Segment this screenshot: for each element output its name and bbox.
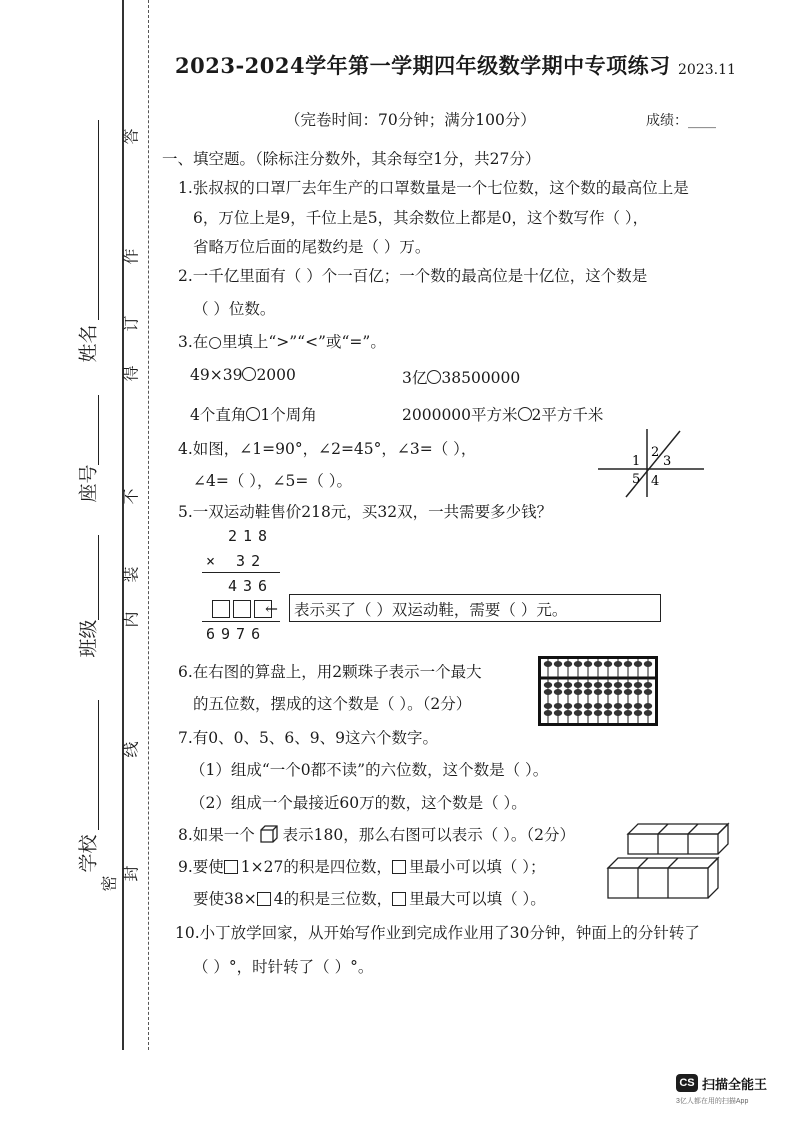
q5-annotation-box: [289, 594, 661, 622]
abacus-bead: [564, 703, 572, 709]
q9-l1-b: 1×27的积是四位数，: [240, 858, 392, 876]
angle-label: 1: [632, 454, 641, 469]
compare-circle[interactable]: [242, 367, 256, 381]
q7-line3: （2）组成一个最接近60万的数，这个数是（ ）。: [190, 794, 527, 812]
abacus-bead: [604, 710, 612, 716]
q5-annotation-text: 表示买了（ ）双运动鞋，需要（ ）元。: [294, 601, 568, 619]
score-label: 成绩：____: [646, 113, 716, 129]
seal-char: 得: [121, 365, 141, 382]
abacus-bead: [574, 710, 582, 716]
abacus-bead: [594, 689, 602, 695]
abacus-bead: [624, 682, 632, 688]
abacus-bead: [644, 710, 652, 716]
calc-row-1: 218: [228, 527, 274, 545]
q6-line2: 的五位数，摆成的这个数是（ ）。（2分）: [193, 695, 472, 713]
q1-line2: 6，万位上是9，千位上是5，其余数位上都是0，这个数写作（ ），: [193, 209, 649, 227]
abacus-bead: [614, 703, 622, 709]
abacus-bead: [624, 689, 632, 695]
section-heading: 一、填空题。（除标注分数外，其余每空1分，共27分）: [162, 150, 541, 168]
seal-char: 作: [121, 248, 141, 265]
q10-line2: （ ）°，时针转了（ ）°。: [193, 958, 374, 976]
abacus-bead: [644, 661, 652, 667]
abacus-bead: [584, 661, 592, 667]
angle-label: 3: [663, 454, 672, 469]
q1-line3: 省略万位后面的尾数约是（ ）万。: [193, 238, 431, 256]
digit-box[interactable]: [233, 600, 251, 618]
binding-line-inner: [148, 0, 149, 1050]
abacus-bead: [554, 710, 562, 716]
q9-l2-c: 里最大可以填（ ）。: [409, 890, 546, 908]
abacus-bead: [624, 661, 632, 667]
q4-line2: ∠4=（ ），∠5=（ ）。: [193, 472, 353, 490]
scanner-tagline: 3亿人都在用的扫描App: [676, 1098, 749, 1105]
q3-d-left: 2000000平方米: [402, 406, 518, 424]
abacus-bead: [544, 703, 552, 709]
digit-box[interactable]: [224, 860, 238, 874]
q10-line1: 10.小丁放学回家，从开始写作业到完成作业用了30分钟，钟面上的分针转了: [175, 924, 700, 942]
calc-rule-2: [202, 621, 280, 622]
field-school-label: 学校: [77, 834, 100, 873]
abacus-bead: [604, 689, 612, 695]
cube-stack-figure: [606, 822, 736, 902]
q3-item-b: [402, 366, 520, 388]
scanner-badge: [676, 1074, 698, 1092]
q3-d-right: 2平方千米: [531, 406, 604, 424]
abacus-bead: [614, 682, 622, 688]
abacus-bead: [574, 703, 582, 709]
exam-subtitle: （完卷时间：70分钟；满分100分）: [285, 111, 536, 129]
abacus-bead: [624, 703, 632, 709]
seal-char: 订: [121, 315, 141, 332]
q3-b-left: 3亿: [402, 369, 428, 387]
abacus-bead: [544, 682, 552, 688]
q8-text-a: 8.如果一个: [178, 826, 255, 844]
exam-date: 2023.11: [678, 62, 736, 78]
abacus-bead: [644, 689, 652, 695]
calc-rule-1: [202, 572, 280, 573]
abacus-bead: [614, 710, 622, 716]
calc-row-2: × 32: [206, 552, 267, 570]
abacus-bead: [594, 703, 602, 709]
field-name-label: 姓名: [77, 324, 100, 363]
abacus-bead: [564, 689, 572, 695]
digit-box[interactable]: [257, 892, 271, 906]
abacus-bead: [604, 682, 612, 688]
abacus-bead: [644, 682, 652, 688]
abacus-bead: [574, 689, 582, 695]
abacus-bead: [554, 689, 562, 695]
q9-line2: [193, 887, 546, 909]
scanner-app-name: 扫描全能王: [702, 1077, 768, 1092]
digit-box: [392, 860, 406, 874]
abacus-bead: [544, 710, 552, 716]
abacus-bead: [584, 703, 592, 709]
abacus-bead: [614, 689, 622, 695]
abacus-bead: [574, 661, 582, 667]
q7-line2: （1）组成“一个0都不读”的六位数，这个数是（ ）。: [190, 761, 549, 779]
abacus-bead: [564, 682, 572, 688]
q3-a-right: 2000: [256, 366, 296, 384]
q9-l2-a: 要使38×: [193, 890, 257, 908]
q3-b-right: 38500000: [441, 369, 521, 387]
q7-line1: 7.有0、0、5、6、9、9这六个数字。: [178, 729, 438, 747]
abacus-bead: [604, 661, 612, 667]
field-seat-label: 座号: [77, 464, 100, 503]
calc-row-4: 6976: [206, 625, 267, 643]
angle-label: 4: [651, 474, 660, 489]
scanner-badge-text: CS: [679, 1077, 695, 1089]
abacus-bead: [604, 703, 612, 709]
q9-l1-c: 里最小可以填（ ）；: [408, 858, 546, 876]
q3-item-c: [190, 403, 317, 425]
q6-line1: 6.在右图的算盘上，用2颗珠子表示一个最大: [178, 663, 482, 681]
digit-box: [392, 892, 406, 906]
abacus-bead: [554, 682, 562, 688]
q9-l2-b: 4的积是三位数，: [273, 890, 393, 908]
abacus-bead: [544, 689, 552, 695]
seal-char: 答: [121, 128, 141, 145]
q8-line: [178, 823, 575, 845]
field-seat-line: [98, 395, 99, 465]
compare-circle[interactable]: [518, 407, 532, 421]
q3-line1: 3.在○里填上“>”“<”或“=”。: [178, 333, 386, 351]
compare-circle[interactable]: [427, 370, 441, 384]
field-class-label: 班级: [77, 619, 100, 658]
calc-row-3: 436: [228, 577, 274, 595]
abacus-bead: [634, 689, 642, 695]
seal-char: 线: [121, 741, 141, 758]
abacus-bead: [554, 703, 562, 709]
abacus-bead: [544, 661, 552, 667]
abacus-bead: [554, 661, 562, 667]
abacus-bead: [614, 661, 622, 667]
q5-line1: 5.一双运动鞋售价218元，买32双，一共需要多少钱？: [178, 503, 553, 521]
q2-line2: （ ）位数。: [193, 300, 276, 318]
seal-char: 密: [99, 875, 119, 892]
field-name-line: [98, 120, 99, 320]
abacus-bead: [644, 703, 652, 709]
compare-circle[interactable]: [246, 407, 260, 421]
abacus-bead: [584, 710, 592, 716]
abacus-bead: [634, 661, 642, 667]
binding-line-outer: [122, 0, 124, 1050]
q3-a-left: 49×39: [190, 366, 243, 384]
calc-arrow: ←: [265, 600, 278, 618]
angle-label: 5: [632, 472, 641, 487]
q2-line1: 2.一千亿里面有（ ）个一百亿；一个数的最高位是十亿位，这个数是: [178, 267, 648, 285]
page-title: 2023-2024学年第一学期四年级数学期中专项练习: [175, 53, 671, 78]
q3-c-right: 1个周角: [260, 406, 317, 424]
abacus-bead: [584, 689, 592, 695]
field-school-line: [98, 700, 99, 830]
field-class-line: [98, 535, 99, 620]
q1-line1: 1.张叔叔的口罩厂去年生产的口罩数量是一个七位数，这个数的最高位上是: [178, 179, 689, 197]
q9-line1: [178, 855, 546, 877]
abacus-bead: [594, 710, 602, 716]
abacus-bead: [584, 682, 592, 688]
angle-figure: [596, 425, 706, 500]
abacus: [538, 656, 658, 726]
seal-char: 封: [121, 865, 141, 882]
abacus-bead: [634, 710, 642, 716]
abacus-bead: [564, 710, 572, 716]
abacus-bead: [634, 682, 642, 688]
abacus-bead: [634, 703, 642, 709]
abacus-bead: [564, 661, 572, 667]
seal-char: 内: [121, 611, 141, 628]
q9-l1-a: 9.要使: [178, 858, 224, 876]
abacus-bead: [624, 710, 632, 716]
q8-text-b: 表示180，那么右图可以表示（ ）。（2分）: [282, 826, 576, 844]
angle-label: 2: [651, 445, 660, 460]
digit-box[interactable]: [212, 600, 230, 618]
q3-item-d: [402, 403, 603, 425]
seal-char: 装: [121, 566, 141, 583]
abacus-bead: [594, 682, 602, 688]
q3-c-left: 4个直角: [190, 406, 247, 424]
abacus-bead: [594, 661, 602, 667]
abacus-bead: [574, 682, 582, 688]
q4-line1: 4.如图，∠1=90°，∠2=45°，∠3=（ ），: [178, 440, 477, 458]
q3-item-a: [190, 366, 296, 384]
seal-char: 不: [121, 488, 141, 505]
cube-icon: [260, 825, 278, 843]
